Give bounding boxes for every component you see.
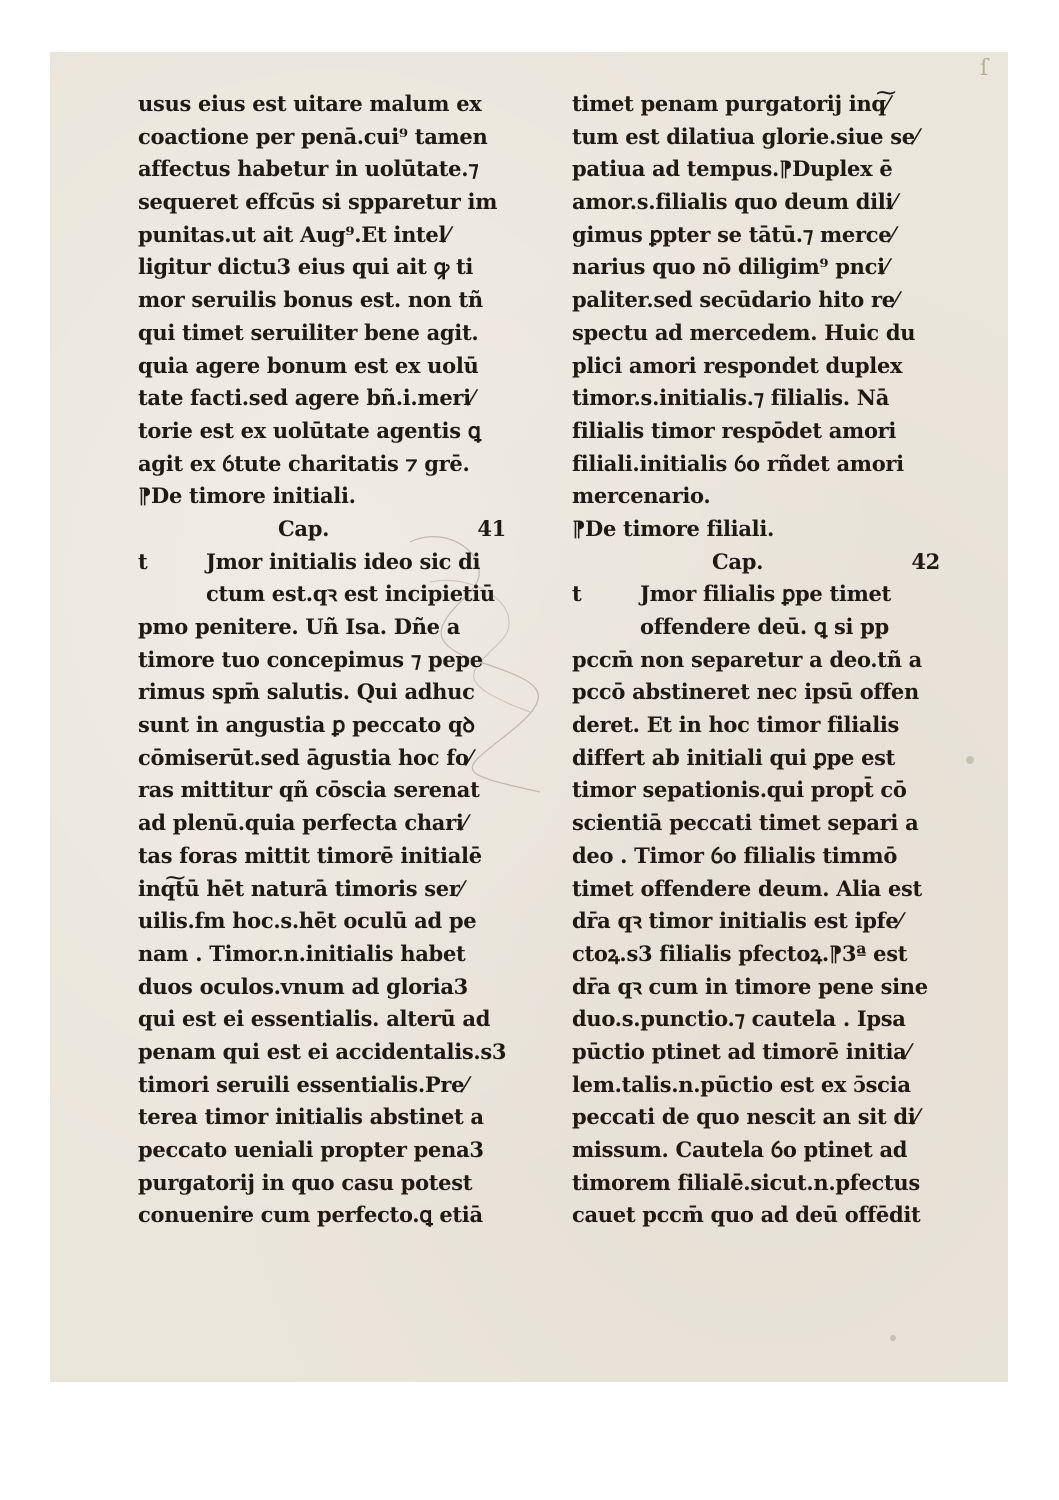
text-line: ligitur dictu3 eius qui ait ꝙ ti [138, 254, 474, 280]
text-line: peccati de quo nescit an sit di⁄ [572, 1104, 919, 1130]
text-line [572, 578, 942, 611]
text-line: quia agere bonum est ex uolū [138, 352, 479, 378]
text-line: offendere deū. ꝗ si pp [640, 614, 889, 639]
text-line: qui est ei essentialis. alterū ad [138, 1006, 491, 1032]
text-line: conuenire cum perfecto.ꝗ etiā [138, 1202, 483, 1228]
chapter-label: Cap. [712, 548, 764, 574]
text-line: uilis.fm hoc.s.hēt oculū ad pe [138, 908, 477, 934]
text-line: agit ex ỽtute charitatis ⁊ grē. [138, 450, 470, 476]
text-line: sunt in angustia ꝑ peccato qꝺ [138, 712, 475, 738]
text-line: duos oculos.vnum ad gloria3 [138, 973, 468, 999]
section-heading: ⁋De timore filiali. [572, 515, 775, 541]
text-line: qui timet seruiliter bene agit. [138, 319, 479, 345]
text-line: inq͠tū hēt naturā timoris ser⁄ [138, 875, 463, 901]
right-body-text [572, 88, 942, 546]
text-line: dr̄a qꝛ timor initialis est ipfe⁄ [572, 908, 902, 934]
text-line: scientiā peccati timet separi a [572, 810, 919, 836]
text-line: filiali.initialis ỽo rñdet amori [572, 450, 904, 476]
right-text-column [572, 88, 942, 1232]
text-line [138, 546, 508, 579]
chapter-number: 41 [477, 515, 506, 541]
chapter-text [572, 578, 942, 1232]
text-line-content: Jmor initialis ideo sic di [206, 548, 481, 574]
text-line: amor.s.filialis quo deum dili⁄ [572, 189, 897, 215]
text-line: differt ab initiali qui ꝑpe est [572, 744, 896, 770]
text-line: tum est dilatiua glorie.siue se⁄ [572, 123, 919, 149]
paper-spot [966, 756, 974, 764]
page-edge-mark: ſ [980, 56, 989, 81]
text-line: mor seruilis bonus est. non tñ [138, 287, 483, 313]
text-line: tas foras mittit timorē initialē [138, 842, 482, 868]
text-line: pccō abstineret nec ipsū offen [572, 679, 919, 705]
text-line: ras mittitur qñ cōscia serenat [138, 777, 480, 803]
chapter-heading [138, 513, 508, 546]
left-text-column [138, 88, 508, 1232]
left-body-text [138, 88, 508, 513]
text-line: deret. Et in hoc timor filialis [572, 712, 900, 738]
section-heading: ⁋De timore initiali. [138, 483, 356, 509]
guide-letter: t [138, 548, 148, 574]
text-line: timorem filialē.sicut.n.pfectus [572, 1169, 920, 1195]
text-line: ad plenū.quia perfecta chari⁄ [138, 810, 467, 836]
text-line: rimus spm̄ salutis. Qui adhuc [138, 679, 475, 705]
text-line: affectus habetur in uolūtate.⁊ [138, 156, 479, 182]
book-page [50, 52, 1008, 1382]
text-line: gimus ꝑpter se tātū.⁊ merce⁄ [572, 221, 895, 247]
text-line: lem.talis.n.pūctio est ex ɔ̄scia [572, 1071, 911, 1097]
guide-letter: t [572, 581, 582, 607]
text-line: timore tuo concepimus ⁊ pepe [138, 646, 483, 672]
text-line: filialis timor respōdet amori [572, 417, 897, 443]
text-line: ctum est.qꝛ est incipietiū [206, 581, 495, 607]
text-line: penam qui est ei accidentalis.s3 [138, 1038, 507, 1064]
text-line: timet offendere deum. Alia est [572, 875, 922, 901]
text-line: ctoꝝ.s3 filialis pfectoꝝ.⁋3ª est [572, 940, 908, 966]
text-line: cauet pccm̄ quo ad deū offēdit [572, 1202, 921, 1228]
text-line: pccm̄ non separetur a deo.tñ a [572, 646, 922, 672]
chapter-text [138, 546, 508, 1232]
text-line: dr̄a qꝛ cum in timore pene sine [572, 973, 928, 999]
text-line: tate facti.sed agere bñ.i.meri⁄ [138, 385, 475, 411]
chapter-heading [572, 546, 942, 579]
text-line: mercenario. [572, 483, 711, 509]
chapter-number: 42 [911, 548, 940, 574]
text-line-content: Jmor filialis ꝑpe timet [640, 581, 891, 607]
text-line: spectu ad mercedem. Huic du [572, 319, 916, 345]
text-line: usus eius est uitare malum ex [138, 91, 482, 116]
text-line: patiua ad tempus.⁋Duplex ē [572, 156, 893, 182]
paper-spot [890, 1335, 896, 1341]
text-line: timor sepationis.qui propt̄ cō [572, 777, 907, 803]
text-line: terea timor initialis abstinet a [138, 1104, 484, 1130]
text-line: missum. Cautela ỽo ptinet ad [572, 1137, 908, 1162]
text-line: pmo penitere. Uñ Isa. Dñe a [138, 614, 461, 639]
text-line: coactione per penā.cui⁹ tamen [138, 123, 488, 149]
text-line: purgatorij in quo casu potest [138, 1169, 473, 1195]
text-line: timori seruili essentialis.Pre⁄ [138, 1071, 468, 1097]
chapter-label: Cap. [278, 515, 330, 541]
text-line: plici amori respondet duplex [572, 352, 903, 378]
text-line: timet penam purgatorij inq͠⁄ [572, 91, 890, 116]
text-line: torie est ex uolūtate agentis ꝗ [138, 417, 481, 443]
text-line: deo . Timor ỽo filialis timmō [572, 842, 898, 868]
text-line: narius quo nō diligim⁹ pnci⁄ [572, 254, 889, 280]
text-line: timor.s.initialis.⁊ filialis. Nā [572, 385, 890, 411]
text-line: duo.s.punctio.⁊ cautela . Ipsa [572, 1006, 906, 1032]
text-line: pūctio ptinet ad timorē initia⁄ [572, 1038, 910, 1064]
text-line: cōmiserūt.sed āgustia hoc fo⁄ [138, 744, 472, 770]
text-line: peccato ueniali propter pena3 [138, 1137, 484, 1162]
text-line: punitas.ut ait Aug⁹.Et intel⁄ [138, 221, 450, 247]
text-line: nam . Timor.n.initialis habet [138, 940, 466, 966]
text-line: paliter.sed secūdario hito re⁄ [572, 287, 899, 313]
text-line: sequeret effcūs si spparetur im [138, 189, 498, 215]
